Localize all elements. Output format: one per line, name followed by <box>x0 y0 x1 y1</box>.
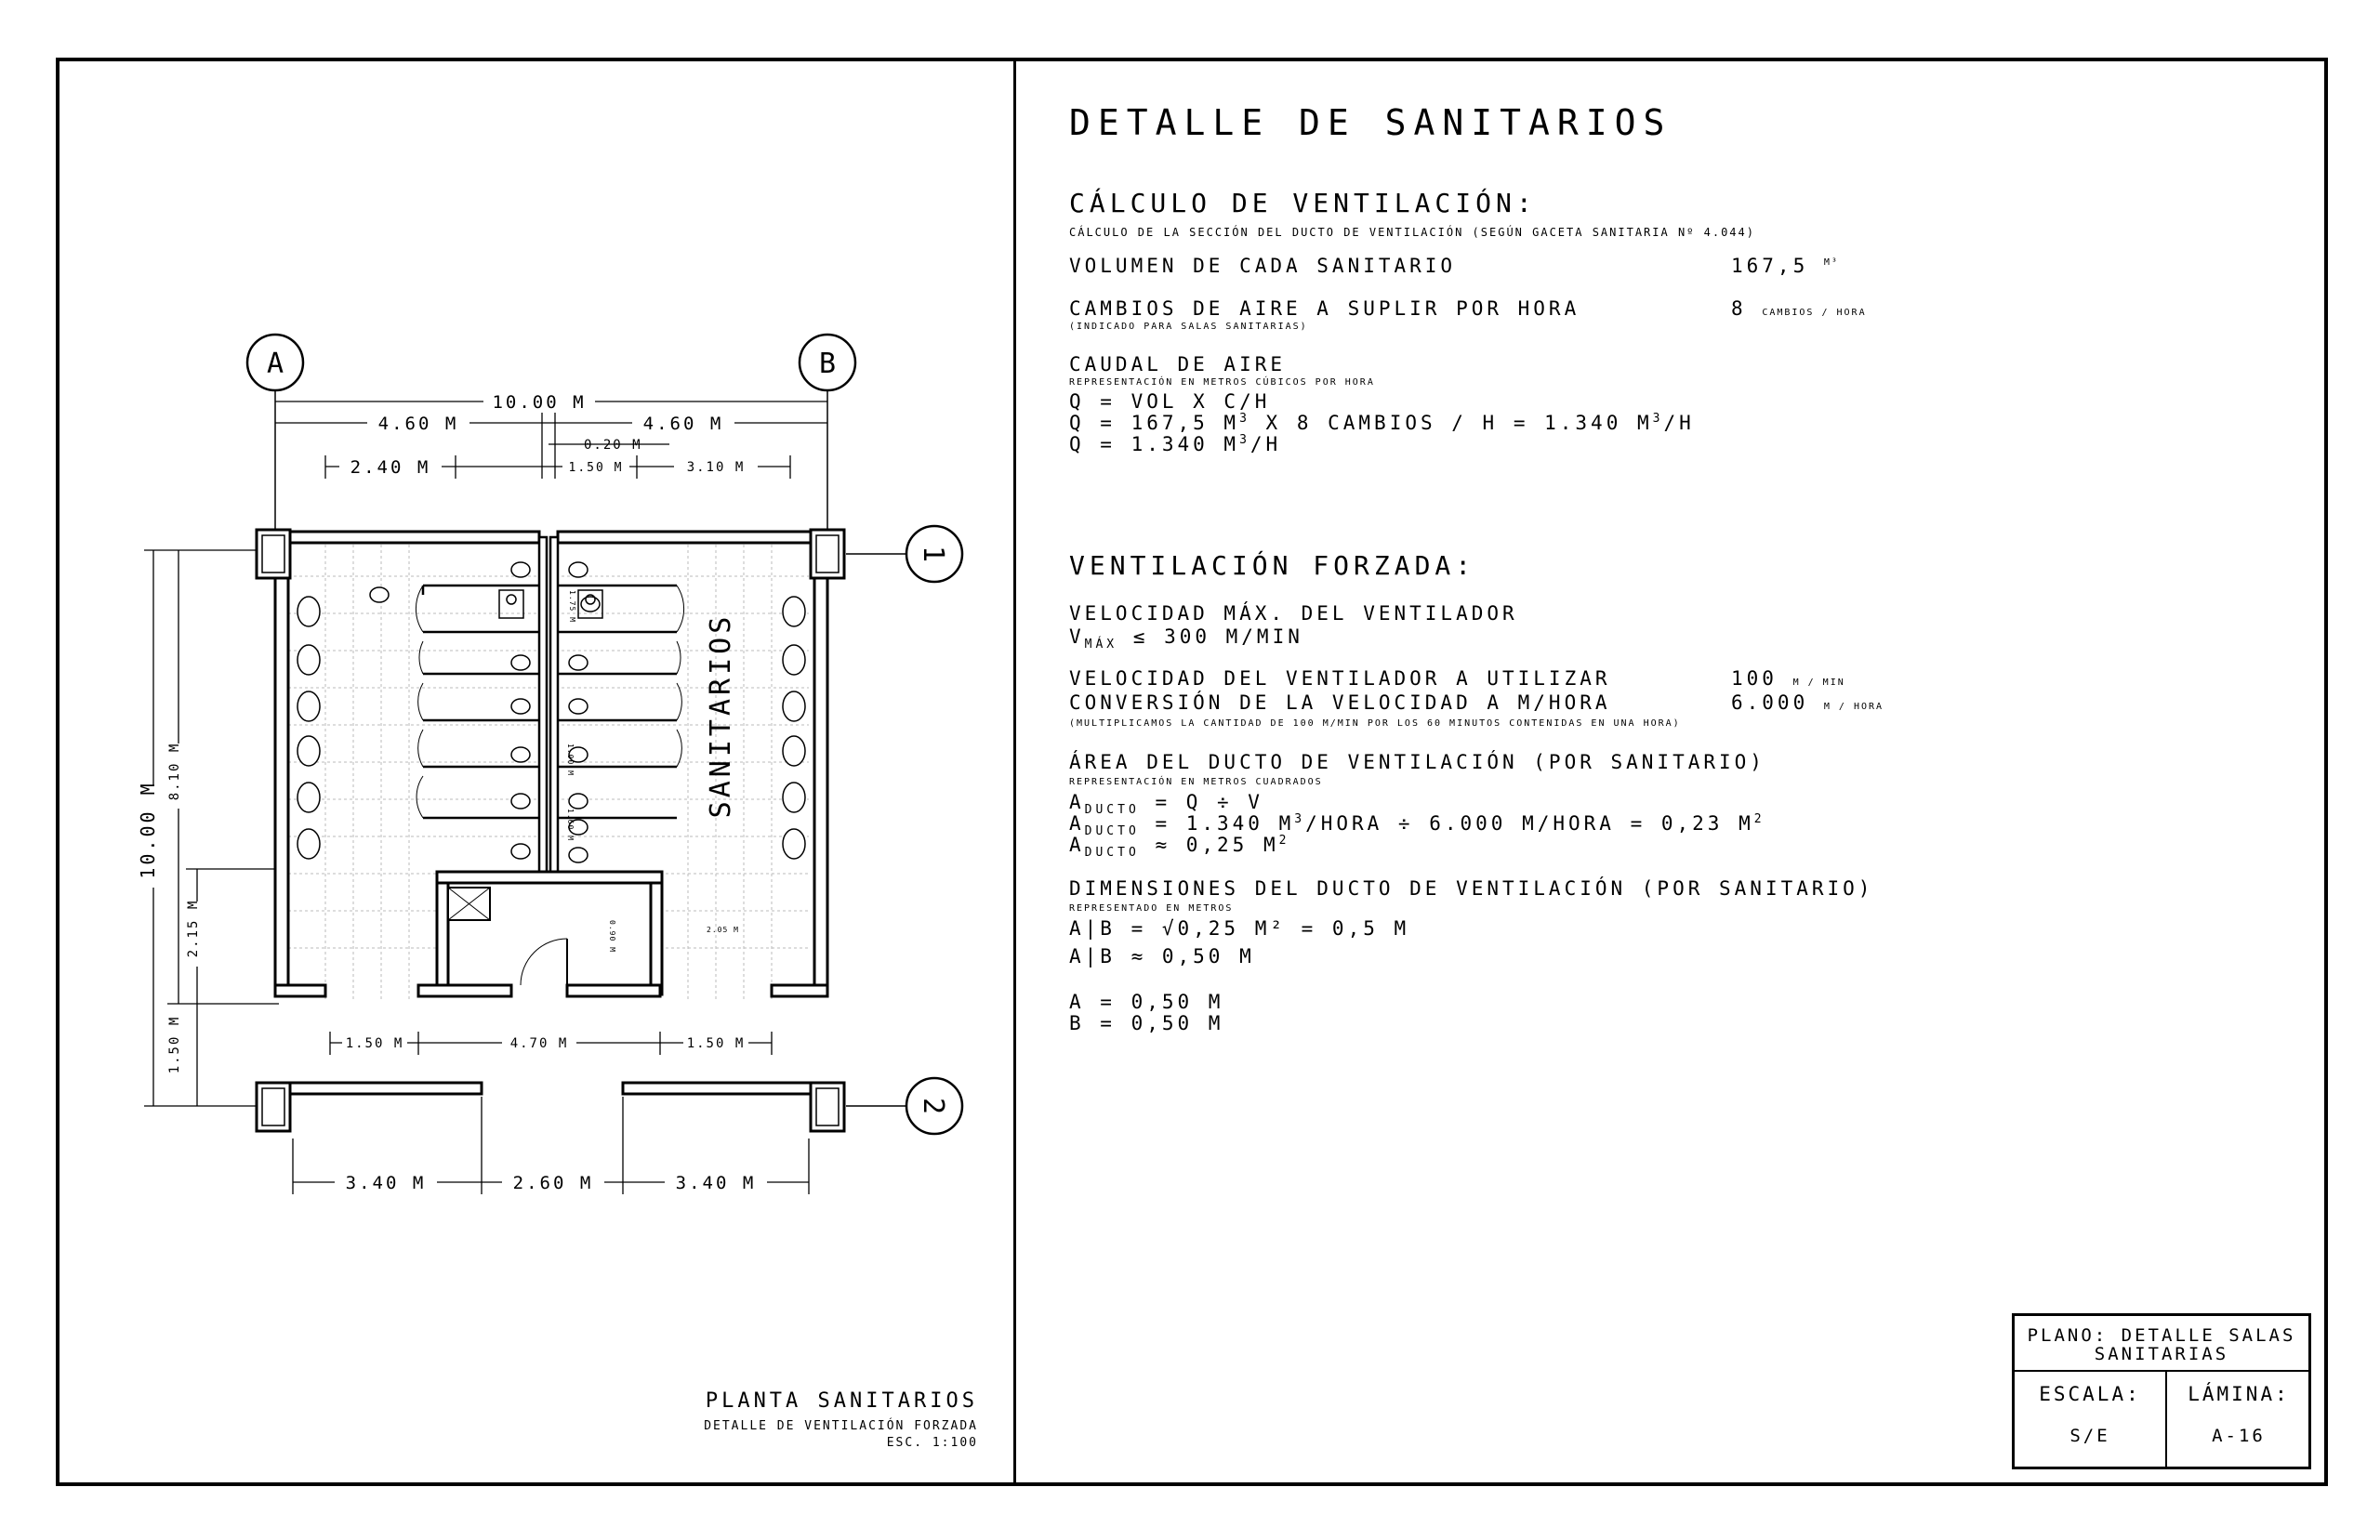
grid-axis-a <box>247 335 303 534</box>
area-eq2-part-b: /HORA ÷ 6.000 M/HORA = 0,23 M <box>1305 812 1754 835</box>
volume-value <box>1731 255 1839 277</box>
title-block <box>2012 1313 2311 1469</box>
axis-label-2: 2 <box>917 1097 949 1115</box>
flow-eq3-part-a: Q = 1.340 M <box>1069 433 1240 455</box>
area-eq2-sub: DUCTO <box>1084 824 1140 839</box>
flow-eq2-part-b: X 8 CAMBIOS / H = 1.340 M <box>1250 412 1653 434</box>
bottom-dimensions <box>293 1032 809 1194</box>
area-eq3 <box>1069 834 1289 860</box>
dim-bottom-right: 1.50 M <box>686 1036 746 1051</box>
dim-right-half: 4.60 M <box>642 414 724 434</box>
dim-note: REPRESENTADO EN METROS <box>1069 903 1234 914</box>
area-eq1-a: A <box>1069 791 1085 813</box>
flow-eq3 <box>1069 433 1281 455</box>
volume-number: 167,5 <box>1731 255 1809 277</box>
dim-b: B = 0,50 M <box>1069 1012 1224 1034</box>
plan-caption-scale: ESC. 1:100 <box>886 1436 978 1450</box>
area-eq2-a: A <box>1069 812 1085 835</box>
vmax-eq <box>1069 625 1303 652</box>
conv-label: CONVERSIÓN DE LA VELOCIDAD A M/HORA <box>1069 691 1611 714</box>
speed-number: 100 <box>1731 667 1778 690</box>
room-label-sanitarios: SANITARIOS <box>705 612 737 819</box>
flow-label: CAUDAL DE AIRE <box>1069 353 1287 375</box>
conv-note: (MULTIPLICAMOS LA CANTIDAD DE 100 M/MIN POR LOS 60 MINUTOS CONTENIDAS EN UNA HORA) <box>1069 718 1681 729</box>
dim-label: DIMENSIONES DEL DUCTO DE VENTILACIÓN (POR SANITARIO) <box>1069 877 1874 900</box>
air-changes-label: CAMBIOS DE AIRE A SUPLIR POR HORA <box>1069 297 1580 320</box>
flow-eq2-exp-2: 3 <box>1652 412 1664 426</box>
inner-dim-5: 0.90 M <box>608 920 616 953</box>
area-eq3-a: A <box>1069 834 1085 856</box>
area-eq2-part-a: = 1.340 M <box>1139 812 1295 835</box>
flow-eq1: Q = VOL X C/H <box>1069 390 1271 413</box>
conv-unit: M / HORA <box>1823 702 1884 712</box>
area-label: ÁREA DEL DUCTO DE VENTILACIÓN (POR SANITARIO) <box>1069 751 1765 773</box>
vmax-label: VELOCIDAD MÁX. DEL VENTILADOR <box>1069 602 1518 625</box>
axis-label-b: B <box>818 348 837 380</box>
conv-number: 6.000 <box>1731 691 1809 714</box>
dim-eq2: A|B ≈ 0,50 M <box>1069 945 1255 967</box>
flow-eq3-exp: 3 <box>1239 433 1250 447</box>
dim-height-mid: 2.15 M <box>186 899 201 958</box>
flow-eq2-part-a: Q = 167,5 M <box>1069 412 1240 434</box>
plan-caption-title: PLANTA SANITARIOS <box>705 1389 978 1413</box>
dim-eq1: A|B = √0,25 M² = 0,5 M <box>1069 917 1410 940</box>
grid-axis-1 <box>846 526 962 582</box>
air-changes-number: 8 <box>1731 297 1747 320</box>
dim-right-stall-zone: 3.10 M <box>686 460 746 475</box>
axis-label-a: A <box>266 348 284 380</box>
flow-note: REPRESENTACIÓN EN METROS CÚBICOS POR HORA <box>1069 377 1375 388</box>
area-note: REPRESENTACIÓN EN METROS CUADRADOS <box>1069 777 1323 787</box>
central-partition <box>539 537 558 872</box>
dim-total-width: 10.00 M <box>492 392 587 413</box>
air-changes-note: (INDICADO PARA SALAS SANITARIAS) <box>1069 322 1308 332</box>
speed-value <box>1731 667 1845 690</box>
area-eq3-sub: DUCTO <box>1084 846 1140 861</box>
air-changes-unit: CAMBIOS / HORA <box>1762 308 1867 318</box>
scale-label: ESCALA: <box>2039 1383 2141 1405</box>
inner-dim-4: 2.05 M <box>707 926 739 934</box>
inner-dim-3: 1.60 M <box>566 809 575 841</box>
dim-entry-right: 3.40 M <box>675 1173 757 1193</box>
calc-subheading: CÁLCULO DE LA SECCIÓN DEL DUCTO DE VENTILACIÓN (SEGÚN GACETA SANITARIA Nº 4.044) <box>1069 226 1755 239</box>
flow-eq2 <box>1069 412 1695 434</box>
inner-dim-2: 1.00 M <box>566 744 575 776</box>
speed-unit: M / MIN <box>1792 678 1845 688</box>
area-eq2-exp-1: 3 <box>1294 812 1306 826</box>
detail-title: DETALLE DE SANITARIOS <box>1069 102 1673 143</box>
floor-plan <box>0 0 1013 1540</box>
flow-eq3-part-b: /H <box>1250 433 1282 455</box>
area-eq1-rest: = Q ÷ V <box>1139 791 1263 813</box>
sheet-label: LÁMINA: <box>2188 1383 2290 1405</box>
flow-eq2-part-c: /H <box>1663 412 1695 434</box>
volume-label: VOLUMEN DE CADA SANITARIO <box>1069 255 1457 277</box>
inner-dim-1: 1.75 M <box>568 590 576 623</box>
dim-left-stall-zone: 2.40 M <box>350 457 431 478</box>
dim-entry-left: 3.40 M <box>345 1173 427 1193</box>
dim-entry-center: 2.60 M <box>512 1173 594 1193</box>
conv-value <box>1731 691 1884 714</box>
dim-height-lower: 1.50 M <box>167 1015 182 1074</box>
title-block-plan-row <box>2015 1316 2308 1372</box>
vmax-rest: ≤ 300 M/MIN <box>1117 625 1303 648</box>
sheet-value: A-16 <box>2212 1426 2266 1446</box>
plan-name-line1: PLANO: DETALLE SALAS <box>2027 1325 2296 1346</box>
scale-value: S/E <box>2069 1426 2110 1446</box>
vmax-sub: MÁX <box>1084 638 1118 652</box>
dim-height-upper: 8.10 M <box>167 742 182 801</box>
area-eq3-exp: 2 <box>1278 834 1290 848</box>
plan-caption-subtitle: DETALLE DE VENTILACIÓN FORZADA <box>704 1419 978 1433</box>
dim-bottom-center: 4.70 M <box>509 1036 569 1051</box>
area-eq1-sub: DUCTO <box>1084 803 1140 818</box>
dim-total-height: 10.00 M <box>137 781 159 879</box>
grid-axis-b <box>800 335 855 534</box>
area-eq2-exp-2: 2 <box>1753 812 1765 826</box>
flow-eq2-exp-1: 3 <box>1239 412 1250 426</box>
service-room <box>418 872 662 996</box>
speed-label: VELOCIDAD DEL VENTILADOR A UTILIZAR <box>1069 667 1611 690</box>
forced-heading: VENTILACIÓN FORZADA: <box>1069 550 1476 581</box>
dim-center-gap: 1.50 M <box>568 461 624 475</box>
volume-unit: M³ <box>1823 257 1839 268</box>
calc-heading: CÁLCULO DE VENTILACIÓN: <box>1069 188 1537 218</box>
plan-name-line2: SANITARIAS <box>2094 1344 2229 1364</box>
area-eq3-part-a: ≈ 0,25 M <box>1139 834 1279 856</box>
axis-label-1: 1 <box>917 545 949 563</box>
dim-left-half: 4.60 M <box>377 414 459 434</box>
dim-bottom-left: 1.50 M <box>345 1036 404 1051</box>
dim-a: A = 0,50 M <box>1069 991 1224 1013</box>
grid-axis-2 <box>846 1078 962 1134</box>
sheet-divider <box>1013 58 1016 1486</box>
vmax-v: V <box>1069 625 1085 648</box>
dim-wall-gap: 0.20 M <box>584 438 642 453</box>
air-changes-value <box>1731 297 1867 320</box>
